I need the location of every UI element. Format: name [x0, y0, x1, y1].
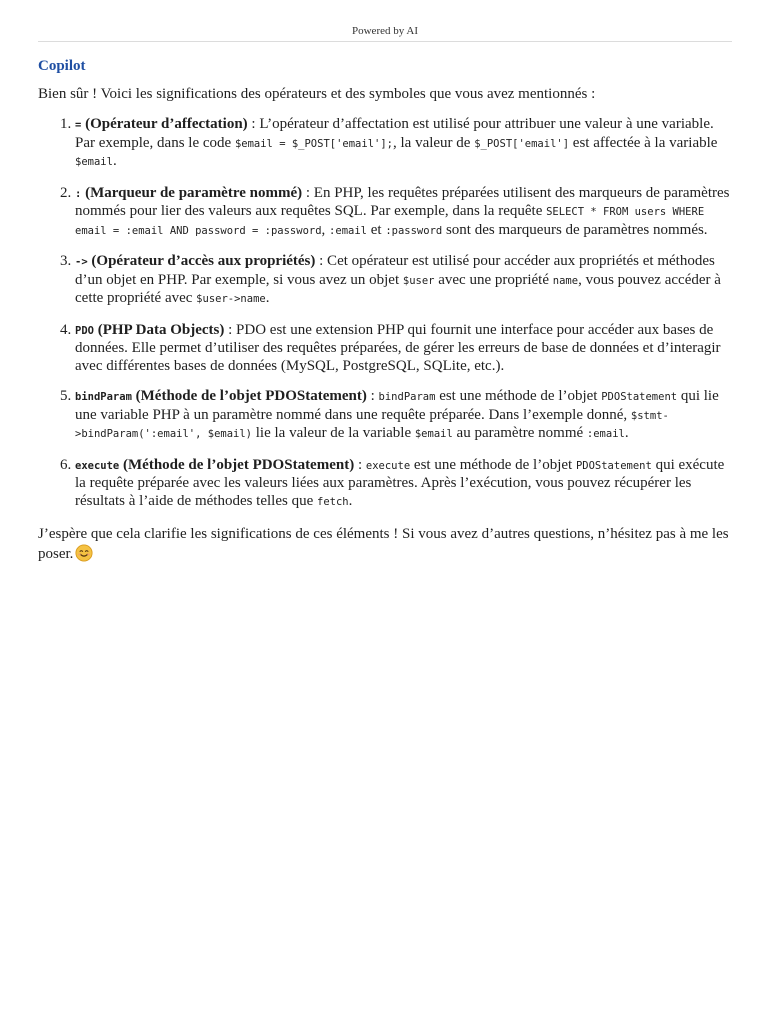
- item-text: .: [112, 153, 117, 169]
- item-title: (Méthode de l’objet PDOStatement): [119, 456, 355, 473]
- inline-code: bindParam: [378, 391, 436, 403]
- item-text: est une méthode de l’objet: [410, 456, 576, 473]
- chat-message: [38, 58, 734, 564]
- item-text: : En PHP, les requêtes préparées utilisent des marqueurs de paramètres nommés pour lier des valeurs aux requêtes SQL. Par exemple, dans la requête: [75, 184, 730, 219]
- item-text: .: [624, 425, 629, 441]
- inline-code: $email: [75, 156, 113, 168]
- outro-text: J’espère que cela clarifie les significations de ces éléments ! Si vous avez d’autres questions, n’hésitez pas à me les poser.: [38, 526, 729, 562]
- inline-code: :email: [329, 224, 367, 237]
- sender-name: Copilot: [38, 58, 86, 74]
- list-item: [75, 322, 734, 376]
- list-item: [75, 116, 734, 172]
- smiling-face-icon: [75, 544, 93, 562]
- item-title: (Marqueur de paramètre nommé): [81, 184, 303, 201]
- code-symbol: bindParam: [75, 391, 132, 403]
- explanation-list: [38, 116, 734, 511]
- item-text: au paramètre nommé: [452, 425, 587, 441]
- item-text: ,: [321, 221, 330, 238]
- inline-code: PDOStatement: [575, 459, 652, 472]
- item-text: qui exécute la requête préparée avec les valeurs liées aux paramètres. Après l’exécution, vous pouvez récupérer les résultats à l’aide de méthodes telles que: [75, 456, 725, 509]
- item-text: , la valeur de: [393, 134, 475, 151]
- item-text: .: [348, 492, 353, 509]
- inline-code: $email = $_POST['email'];: [234, 137, 393, 150]
- item-text: sont des marqueurs de paramètres nommés.: [442, 221, 708, 238]
- inline-code: $email: [414, 428, 453, 440]
- inline-code: $_POST['email']: [474, 137, 570, 150]
- item-text: .: [265, 290, 270, 306]
- inline-code: SELECT * FROM users WHERE email = :email AND password = :password: [75, 206, 705, 237]
- item-text: : L’opérateur d’affectation est utilisé pour attribuer une valeur à une variable. Par exemple, dans le code: [75, 116, 714, 151]
- list-item: [75, 253, 734, 309]
- item-text: : Cet opérateur est utilisé pour accéder aux propriétés et méthodes d’un objet en PHP. Par exemple, si vous avez un objet: [75, 253, 715, 288]
- item-text: est affectée à la variable: [569, 134, 718, 151]
- item-text: lie la valeur de la variable: [252, 425, 415, 441]
- item-title: (PHP Data Objects): [93, 321, 225, 338]
- list-item: [75, 457, 734, 512]
- inline-code: $user: [402, 274, 435, 287]
- item-text: avec une propriété: [434, 271, 553, 288]
- item-text: :: [366, 388, 379, 404]
- inline-code: $user->name: [196, 293, 266, 305]
- list-item: [75, 185, 734, 241]
- outro-paragraph: [38, 524, 734, 564]
- item-text: qui lie une variable PHP à un paramètre nommé dans une requête préparée. Dans l’exemple donné,: [75, 388, 719, 423]
- code-symbol: :: [75, 187, 82, 200]
- item-text: , vous pouvez accéder à cette propriété avec: [75, 271, 721, 306]
- inline-code: :password: [385, 224, 443, 237]
- code-symbol: PDO: [75, 324, 94, 337]
- powered-by-label: Powered by AI: [38, 25, 732, 42]
- intro-text: Bien sûr ! Voici les significations des opérateurs et des symboles que vous avez mentionnés :: [38, 86, 596, 102]
- code-symbol: =: [75, 119, 82, 131]
- list-item: [75, 388, 734, 444]
- inline-code: fetch: [317, 495, 349, 508]
- item-title: (Méthode de l’objet PDOStatement): [131, 388, 367, 404]
- inline-code: :email: [586, 428, 625, 440]
- inline-code: PDOStatement: [601, 391, 678, 403]
- item-title: (Opérateur d’affectation): [81, 116, 248, 132]
- item-title: (Opérateur d’accès aux propriétés): [87, 253, 316, 269]
- inline-code: execute: [365, 459, 411, 472]
- item-text: :: [354, 456, 366, 473]
- code-symbol: ->: [75, 256, 88, 268]
- code-symbol: execute: [75, 459, 120, 472]
- item-text: et: [366, 221, 386, 238]
- item-text: : PDO est une extension PHP qui fournit une interface pour accéder aux bases de données. Elle permet d’utiliser des requêtes préparées, de gérer les erreurs de base de données et d’interagir avec différentes bases de données (MySQL, PostgreSQL, SQLite, etc.).: [75, 321, 721, 374]
- inline-code: name: [552, 274, 579, 287]
- inline-code: $stmt->bindParam(':email', $email): [75, 409, 669, 440]
- item-text: est une méthode de l’objet: [435, 388, 602, 404]
